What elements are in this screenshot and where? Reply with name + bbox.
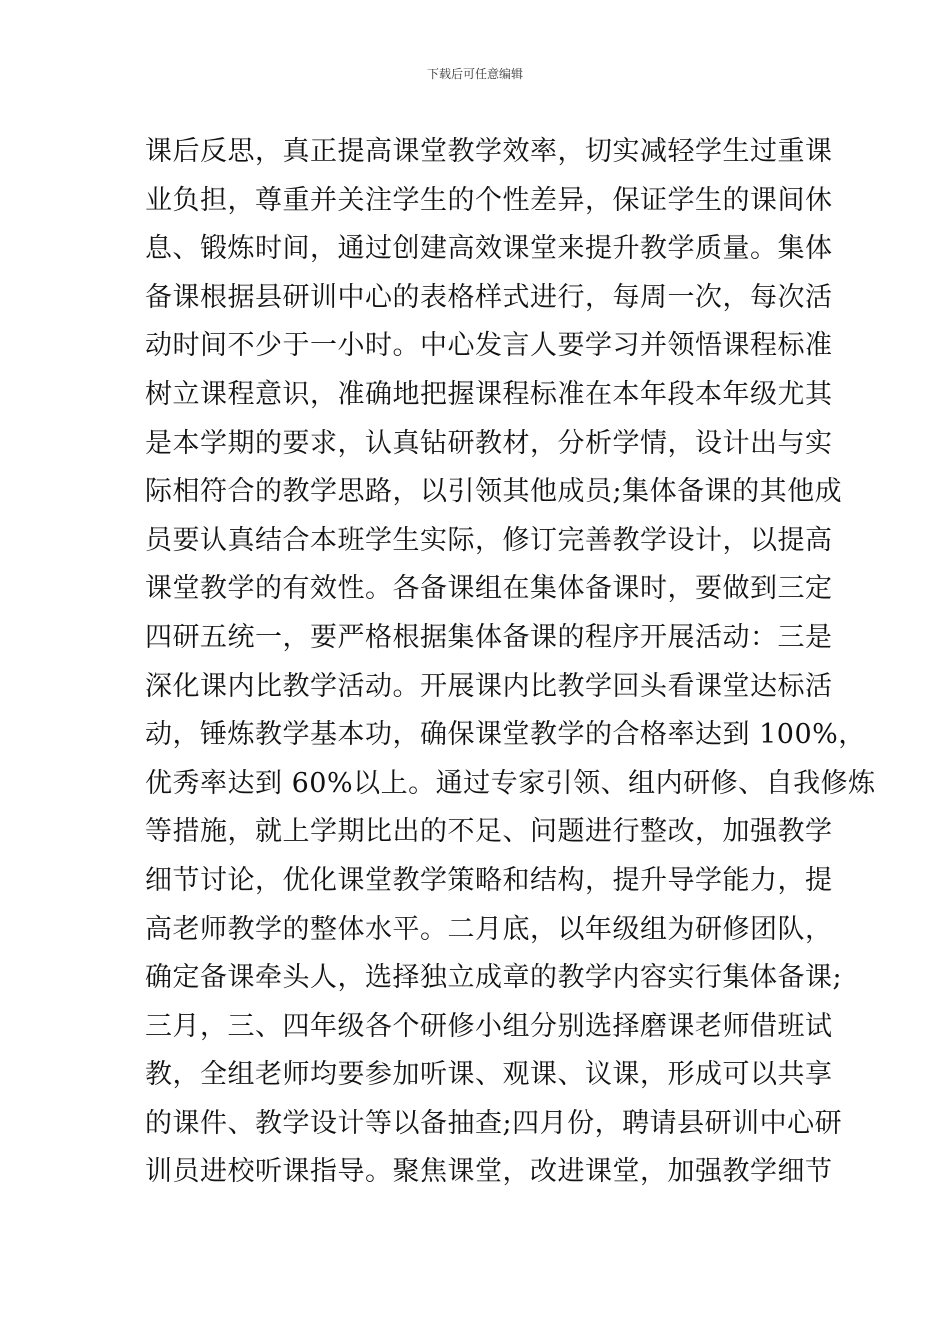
text-line: 备课根据县研训中心的表格样式进行，每周一次，每次活: [145, 281, 833, 313]
body-text: [145, 128, 876, 1197]
text-line: 的课件、教学设计等以备抽查;四月份，聘请县研训中心研: [145, 1107, 843, 1139]
text-line: 高老师教学的整体水平。二月底，以年级组为研修团队，: [145, 913, 833, 945]
text-line: 细节讨论，优化课堂教学策略和结构，提升导学能力，提: [145, 864, 833, 896]
text-line: 动时间不少于一小时。中心发言人要学习并领悟课程标准: [145, 330, 833, 362]
text-line: 员要认真结合本班学生实际，修订完善教学设计，以提高: [145, 524, 833, 556]
text-line: 业负担，尊重并关注学生的个性差异，保证学生的课间休: [145, 184, 833, 216]
text-line: 四研五统一，要严格根据集体备课的程序开展活动：三是: [145, 621, 833, 653]
text-line: 息、锻炼时间，通过创建高效课堂来提升教学质量。集体: [145, 233, 833, 265]
text-line: 确定备课牵头人，选择独立成章的教学内容实行集体备课;: [145, 962, 843, 994]
text-line: 教，全组老师均要参加听课、观课、议课，形成可以共享: [145, 1059, 833, 1091]
text-line: 动，锤炼教学基本功，确保课堂教学的合格率达到 100%，: [145, 719, 866, 751]
text-line: 训员进校听课指导。聚焦课堂，改进课堂，加强教学细节: [145, 1156, 833, 1188]
text-line: 课后反思，真正提高课堂教学效率，切实减轻学生过重课: [145, 136, 833, 167]
text-line: 等措施，就上学期比出的不足、问题进行整改，加强教学: [145, 816, 833, 848]
page-header: 下载后可任意编辑: [426, 67, 523, 81]
text-line: 是本学期的要求，认真钻研教材，分析学情，设计出与实: [145, 427, 833, 459]
text-line: 深化课内比教学活动。开展课内比教学回头看课堂达标活: [145, 670, 833, 702]
text-line: 际相符合的教学思路，以引领其他成员;集体备课的其他成: [145, 476, 843, 508]
text-line: 树立课程意识，准确地把握课程标准在本年段本年级尤其: [145, 378, 833, 410]
text-line: 三月，三、四年级各个研修小组分别选择磨课老师借班试: [145, 1010, 833, 1042]
text-line: 课堂教学的有效性。各备课组在集体备课时，要做到三定: [145, 573, 833, 605]
text-line: 优秀率达到 60%以上。通过专家引领、组内研修、自我修炼: [145, 767, 876, 799]
